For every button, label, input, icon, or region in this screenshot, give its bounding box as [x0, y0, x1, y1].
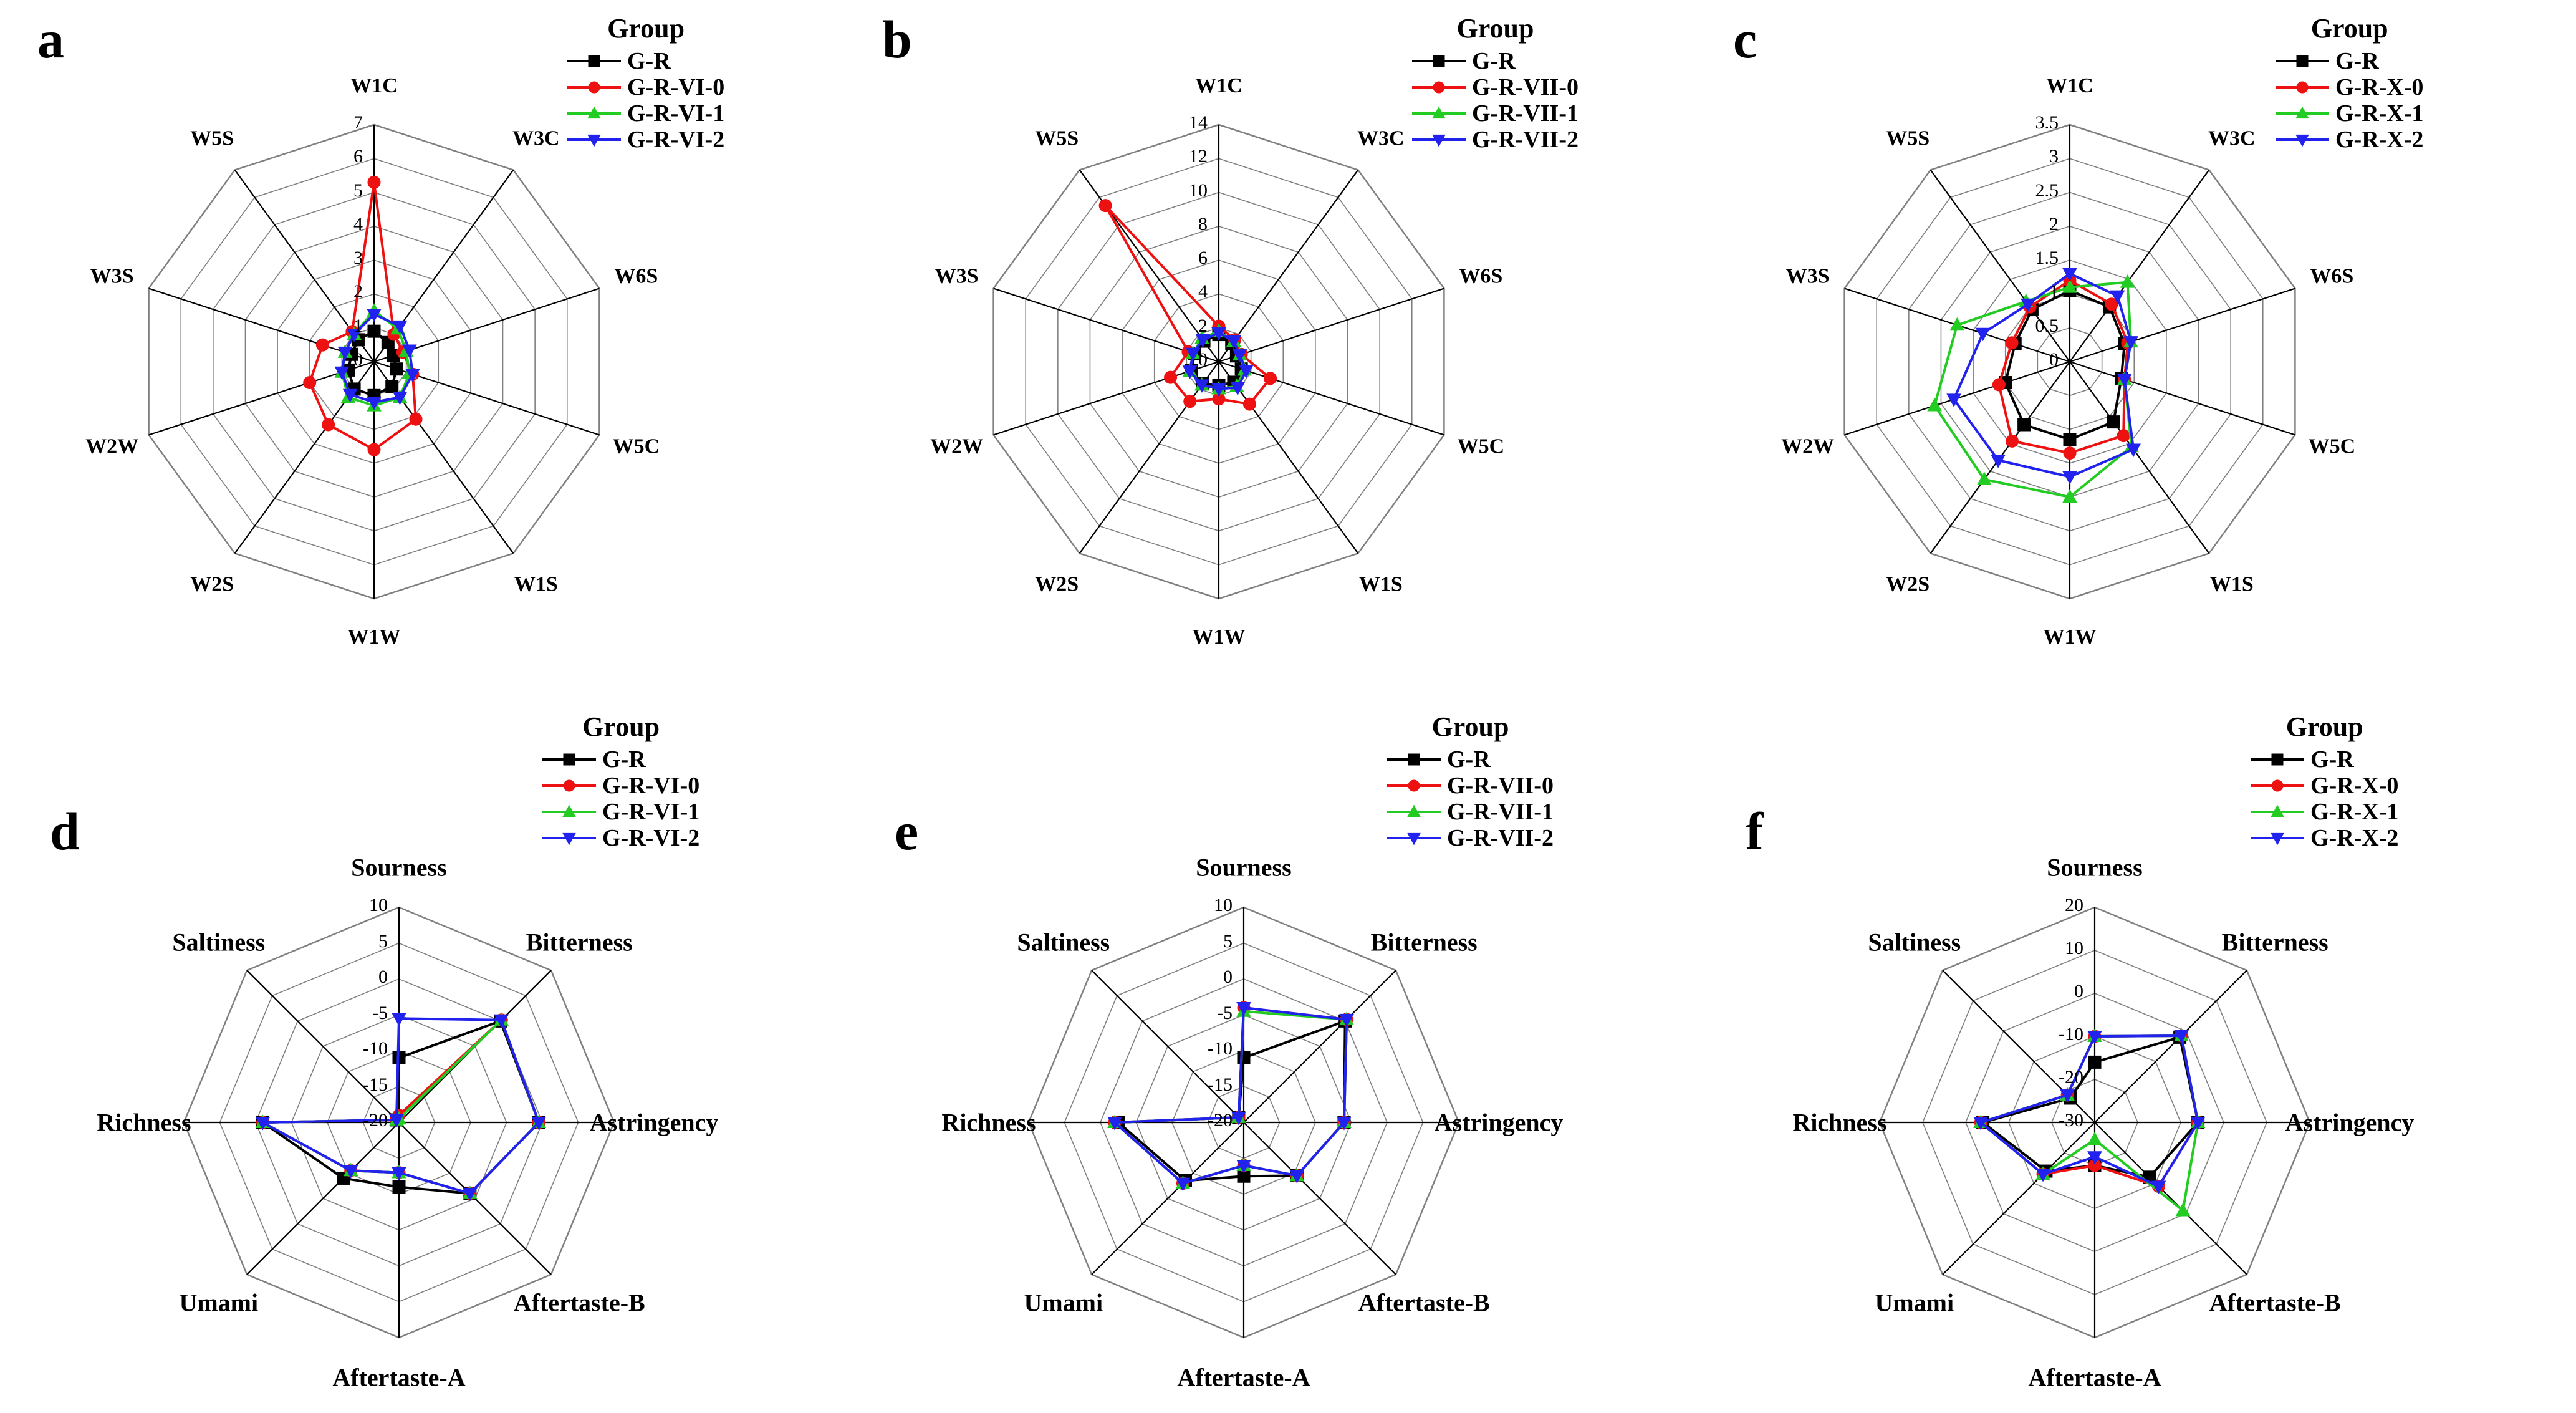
axis-label-richness: Richness: [941, 1108, 1036, 1137]
legend-a: [567, 12, 724, 153]
axis-label-w1w: W1W: [347, 625, 401, 649]
radial-tick-label: 0.5: [2035, 315, 2059, 336]
radial-tick-label: -15: [363, 1074, 388, 1095]
series-marker-G-R: [2088, 1056, 2101, 1068]
legend-key-icon: [567, 109, 621, 118]
radial-tick-label: 0: [2049, 349, 2059, 370]
legend-label: G-R: [2335, 48, 2379, 74]
axis-label-saltiness: Saltiness: [172, 928, 266, 957]
legend-item-G-R-X-1[interactable]: [2251, 799, 2398, 825]
axis-label-bitterness: Bitterness: [1370, 928, 1478, 957]
axis-label-sourness: Sourness: [2047, 853, 2143, 882]
legend-key-icon: [2251, 755, 2304, 764]
axis-label-w1w: W1W: [1192, 625, 1246, 649]
legend-title: Group: [2310, 13, 2388, 44]
series-marker-G-R-X-0: [2117, 430, 2130, 442]
panel-f: [1721, 711, 2569, 1403]
panel-c: [1721, 6, 2569, 692]
legend-label: G-R-VII-1: [1447, 799, 1554, 825]
legend-title: Group: [607, 13, 685, 44]
axis-label-umami: Umami: [1875, 1288, 1954, 1317]
radial-tick-label: 3: [353, 248, 363, 269]
axis-label-sourness: Sourness: [351, 853, 447, 882]
legend-key-icon: [1412, 82, 1466, 92]
panel-a: [25, 6, 854, 692]
radial-tick-label: 10: [1189, 180, 1208, 201]
radar-chart-e: [870, 711, 1699, 1403]
series-marker-G-R-X-2: [2063, 471, 2077, 484]
legend-title: Group: [1456, 13, 1534, 44]
series-marker-G-R: [386, 380, 398, 393]
axis-label-w5s: W5S: [1035, 127, 1079, 150]
legend-item-G-R-VII-1[interactable]: [1412, 100, 1579, 127]
legend-item-G-R-X-2[interactable]: [2251, 825, 2398, 851]
axis-label-aftertaste-a: Aftertaste-A: [1177, 1363, 1310, 1392]
legend-item-G-R[interactable]: [542, 746, 699, 773]
radial-tick-label: 0: [378, 967, 388, 987]
legend-item-G-R-VI-1[interactable]: [542, 799, 699, 825]
legend-label: G-R: [627, 48, 671, 74]
radial-tick-label: -20: [1208, 1110, 1233, 1131]
axis-label-w1c: W1C: [350, 74, 398, 97]
legend-item-G-R-VII-1[interactable]: [1387, 799, 1554, 825]
legend-label: G-R-VII-2: [1447, 825, 1554, 851]
panel-letter-c: c: [1733, 9, 1757, 69]
axis-label-astringency: Astringency: [1434, 1108, 1564, 1137]
panel-letter-a: a: [37, 9, 64, 69]
series-marker-G-R-VI-0: [322, 418, 335, 431]
legend-label: G-R: [1472, 48, 1516, 74]
legend-item-G-R-VII-2[interactable]: [1412, 127, 1579, 153]
radial-tick-label: 6: [353, 146, 363, 167]
legend-key-icon: [1387, 755, 1441, 764]
legend-title: Group: [582, 711, 660, 742]
axis-label-w5s: W5S: [190, 127, 234, 150]
radar-chart-a: [25, 6, 854, 692]
legend-key-icon: [542, 781, 596, 791]
radial-tick-label: 0: [1223, 967, 1233, 987]
axis-label-richness: Richness: [97, 1108, 191, 1137]
legend-label: G-R-X-1: [2310, 799, 2399, 825]
axis-label-bitterness: Bitterness: [2221, 928, 2328, 957]
axis-label-w2s: W2S: [190, 572, 234, 596]
legend-item-G-R-X-2[interactable]: [2276, 127, 2423, 153]
series-marker-G-R: [390, 363, 403, 375]
legend-item-G-R-VII-0[interactable]: [1412, 74, 1579, 100]
axis-label-saltiness: Saltiness: [1017, 928, 1110, 957]
legend-label: G-R-X-0: [2335, 74, 2424, 100]
radial-tick-label: 3.5: [2035, 112, 2059, 133]
panel-b: [870, 6, 1699, 692]
series-marker-G-R: [2064, 433, 2076, 446]
legend-label: G-R-VI-0: [627, 74, 725, 100]
radar-chart-f: [1721, 711, 2569, 1403]
legend-label: G-R-X-0: [2310, 773, 2399, 799]
legend-key-icon: [2276, 135, 2329, 145]
series-marker-G-R: [1238, 1052, 1250, 1064]
legend-key-icon: [2276, 56, 2329, 66]
radial-tick-label: 0: [1198, 349, 1208, 370]
legend-label: G-R-VII-0: [1447, 773, 1554, 799]
radial-tick-label: 5: [1223, 930, 1233, 952]
series-marker-G-R-X-0: [1992, 379, 2005, 391]
axis-label-w1s: W1S: [1358, 572, 1403, 596]
legend-key-icon: [567, 82, 621, 92]
series-marker-G-R-VI-0: [410, 413, 422, 425]
radial-tick-label: 14: [1189, 112, 1208, 133]
series-marker-G-R: [2107, 416, 2120, 428]
axis-label-w5s: W5S: [1886, 127, 1930, 150]
radar-chart-c: [1721, 6, 2569, 692]
series-marker-G-R-VII-0: [1099, 200, 1112, 212]
radial-tick-label: 1: [2049, 281, 2059, 302]
axis-label-bitterness: Bitterness: [526, 928, 633, 957]
radial-tick-label: -10: [2059, 1024, 2083, 1044]
axis-label-w2w: W2W: [1781, 435, 1835, 458]
legend-label: G-R-VI-2: [602, 825, 700, 851]
axis-label-w3c: W3C: [1357, 127, 1405, 150]
legend-key-icon: [2251, 807, 2304, 817]
legend-label: G-R-X-2: [2335, 127, 2424, 153]
axis-label-astringency: Astringency: [589, 1108, 719, 1137]
radial-tick-label: 8: [1198, 213, 1208, 234]
legend-item-G-R[interactable]: [1387, 746, 1554, 773]
legend-label: G-R: [602, 746, 646, 773]
axis-label-w3s: W3S: [1785, 264, 1830, 288]
legend-key-icon: [2276, 109, 2329, 118]
series-marker-G-R-VII-0: [1165, 371, 1177, 383]
radial-tick-label: -30: [2059, 1110, 2083, 1131]
legend-item-G-R-X-1[interactable]: [2276, 100, 2423, 127]
radial-tick-label: 0: [353, 349, 363, 370]
legend-key-icon: [542, 807, 596, 817]
radial-tick-label: 1.5: [2035, 248, 2059, 269]
axis-label-w3s: W3S: [935, 264, 979, 288]
legend-item-G-R-VI-2[interactable]: [542, 825, 699, 851]
radial-tick-label: 10: [369, 895, 388, 915]
legend-d: [542, 711, 699, 851]
radar-chart-d: [25, 711, 854, 1403]
radial-tick-label: 5: [378, 930, 388, 952]
legend-label: G-R-X-1: [2335, 100, 2424, 127]
axis-label-aftertaste-b: Aftertaste-B: [1358, 1288, 1490, 1317]
series-marker-G-R-VI-0: [368, 176, 380, 188]
axis-label-w1w: W1W: [2043, 625, 2097, 649]
legend-label: G-R-VII-0: [1472, 74, 1579, 100]
axis-label-w5c: W5C: [2308, 435, 2356, 458]
axis-label-astringency: Astringency: [2285, 1108, 2415, 1137]
radial-tick-label: 5: [353, 180, 363, 201]
legend-item-G-R-VI-1[interactable]: [567, 100, 724, 127]
panel-letter-b: b: [882, 9, 912, 69]
legend-item-G-R[interactable]: [1412, 48, 1579, 74]
axis-label-w6s: W6S: [2310, 264, 2354, 288]
radial-tick-label: 1: [353, 315, 363, 336]
legend-label: G-R-VI-0: [602, 773, 700, 799]
radial-tick-label: 0: [2074, 981, 2083, 1001]
radial-tick-label: -10: [363, 1038, 388, 1059]
radial-tick-label: 2: [1198, 315, 1208, 336]
legend-e: [1387, 711, 1554, 851]
legend-item-G-R-X-0[interactable]: [2276, 74, 2423, 100]
panel-e: [870, 711, 1699, 1403]
legend-key-icon: [1412, 109, 1466, 118]
radial-tick-label: 4: [353, 213, 363, 234]
legend-label: G-R: [2310, 746, 2354, 773]
radial-tick-label: 7: [353, 112, 363, 133]
axis-label-w2w: W2W: [85, 435, 139, 458]
legend-item-G-R-VI-0[interactable]: [542, 773, 699, 799]
radial-tick-label: 10: [1214, 895, 1233, 915]
panel-letter-f: f: [1746, 801, 1764, 861]
legend-key-icon: [2276, 82, 2329, 92]
axis-label-w3c: W3C: [512, 127, 560, 150]
legend-f: [2251, 711, 2398, 851]
legend-key-icon: [1387, 833, 1441, 843]
axis-label-w3c: W3C: [2208, 127, 2256, 150]
axis-label-w1c: W1C: [2046, 74, 2093, 97]
legend-key-icon: [1387, 781, 1441, 791]
legend-item-G-R[interactable]: [2251, 746, 2398, 773]
axis-label-w1s: W1S: [2209, 572, 2254, 596]
radial-tick-label: 2.5: [2035, 180, 2059, 201]
series-marker-G-R-X-0: [2006, 337, 2018, 349]
legend-key-icon: [542, 755, 596, 764]
axis-label-w2s: W2S: [1886, 572, 1930, 596]
legend-label: G-R-X-2: [2310, 825, 2399, 851]
legend-label: G-R-VI-1: [602, 799, 700, 825]
series-marker-G-R-X-1: [2088, 1132, 2102, 1145]
axis-label-w5c: W5C: [1457, 435, 1505, 458]
series-marker-G-R-VII-0: [1243, 398, 1256, 410]
radial-tick-label: 10: [2065, 938, 2083, 958]
legend-key-icon: [1412, 56, 1466, 66]
radial-tick-label: 3: [2049, 146, 2059, 167]
legend-item-G-R-VI-2[interactable]: [567, 127, 724, 153]
series-marker-G-R-VI-0: [304, 377, 316, 389]
legend-item-G-R[interactable]: [2276, 48, 2423, 74]
axis-label-aftertaste-a: Aftertaste-A: [332, 1363, 466, 1392]
axis-label-richness: Richness: [1792, 1108, 1887, 1137]
axis-label-w1c: W1C: [1195, 74, 1242, 97]
radial-tick-label: 12: [1189, 146, 1208, 167]
legend-label: G-R-VI-2: [627, 127, 725, 153]
legend-label: G-R: [1447, 746, 1491, 773]
legend-b: [1412, 12, 1579, 153]
axis-label-w2w: W2W: [930, 435, 984, 458]
series-marker-G-R: [2018, 418, 2031, 431]
legend-c: [2276, 12, 2423, 153]
legend-item-G-R-VII-2[interactable]: [1387, 825, 1554, 851]
axis-label-w1s: W1S: [514, 572, 558, 596]
legend-item-G-R[interactable]: [567, 48, 724, 74]
axis-label-aftertaste-b: Aftertaste-B: [513, 1288, 645, 1317]
panel-letter-d: d: [50, 801, 80, 861]
axis-label-aftertaste-b: Aftertaste-B: [2209, 1288, 2341, 1317]
legend-item-G-R-VII-0[interactable]: [1387, 773, 1554, 799]
axis-label-umami: Umami: [179, 1288, 259, 1317]
series-marker-G-R-VII-0: [1184, 395, 1196, 408]
axis-label-w5c: W5C: [612, 435, 660, 458]
radial-tick-label: -20: [363, 1110, 388, 1131]
legend-key-icon: [2251, 781, 2304, 791]
panel-d: [25, 711, 854, 1403]
legend-key-icon: [542, 833, 596, 843]
radial-tick-label: -15: [1208, 1074, 1233, 1095]
radial-tick-label: 6: [1198, 248, 1208, 269]
series-marker-G-R-X-0: [2064, 447, 2076, 460]
radial-tick-label: -10: [1208, 1038, 1233, 1059]
legend-label: G-R-VII-1: [1472, 100, 1579, 127]
panel-letter-e: e: [895, 801, 919, 861]
radial-tick-label: 4: [1198, 281, 1208, 302]
series-marker-G-R-VI-0: [368, 443, 380, 456]
axis-label-umami: Umami: [1024, 1288, 1103, 1317]
legend-item-G-R-VI-0[interactable]: [567, 74, 724, 100]
axis-label-w6s: W6S: [1459, 264, 1503, 288]
legend-key-icon: [1387, 807, 1441, 817]
axis-label-w3s: W3S: [90, 264, 134, 288]
series-marker-G-R-X-0: [2006, 435, 2018, 447]
legend-label: G-R-VII-2: [1472, 127, 1579, 153]
radial-tick-label: -5: [1217, 1002, 1233, 1023]
axis-label-sourness: Sourness: [1196, 853, 1292, 882]
legend-key-icon: [567, 56, 621, 66]
legend-item-G-R-X-0[interactable]: [2251, 773, 2398, 799]
legend-title: Group: [1431, 711, 1509, 742]
radial-tick-label: 2: [2049, 213, 2059, 234]
series-marker-G-R-VI-0: [316, 339, 329, 351]
series-marker-G-R: [393, 1181, 405, 1194]
legend-key-icon: [567, 135, 621, 145]
radial-tick-label: -20: [2059, 1067, 2083, 1087]
radial-tick-label: 20: [2065, 895, 2083, 915]
radial-tick-label: -5: [372, 1002, 388, 1023]
legend-title: Group: [2285, 711, 2363, 742]
series-marker-G-R-VII-0: [1264, 372, 1277, 385]
legend-key-icon: [2251, 833, 2304, 843]
legend-label: G-R-VI-1: [627, 100, 725, 127]
legend-key-icon: [1412, 135, 1466, 145]
axis-label-saltiness: Saltiness: [1868, 928, 1961, 957]
series-marker-G-R: [368, 325, 380, 337]
axis-label-aftertaste-a: Aftertaste-A: [2028, 1363, 2161, 1392]
axis-label-w2s: W2S: [1035, 572, 1079, 596]
radial-tick-label: 2: [353, 281, 363, 302]
axis-label-w6s: W6S: [614, 264, 658, 288]
